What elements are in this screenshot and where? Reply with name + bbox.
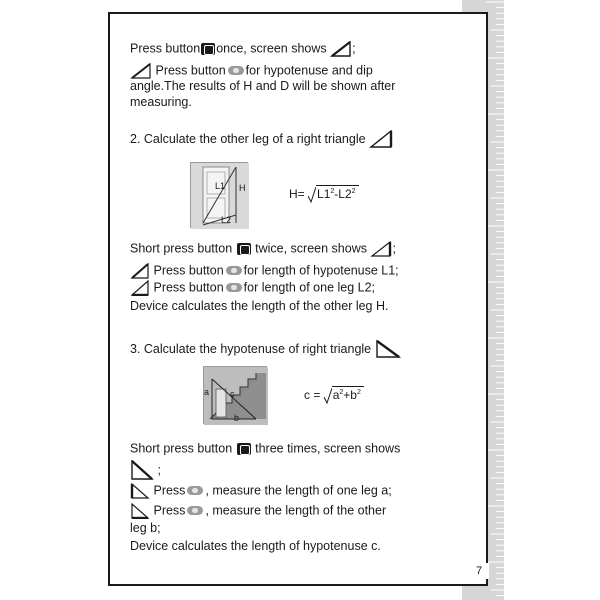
text-segment: Short press button — [130, 441, 233, 456]
leg-a-icon — [130, 483, 150, 499]
hypotenuse-calc-icon — [130, 460, 154, 480]
text-segment: , measure the length of one leg a; — [205, 483, 392, 498]
text-line-s2-4: Device calculates the length of the other leg H. — [130, 299, 389, 313]
door-photo — [190, 162, 248, 228]
formula-operator: - — [334, 187, 339, 202]
read-button-icon — [228, 66, 244, 75]
text-line-s2-1 — [130, 240, 396, 257]
text-segment: Press button — [155, 63, 226, 78]
measure-button-icon — [237, 243, 251, 255]
text-line-2 — [130, 62, 373, 79]
formula-term: a — [332, 388, 340, 403]
measure-button-icon — [201, 43, 215, 55]
hypotenuse-icon — [130, 263, 150, 279]
text-segment: Press — [153, 483, 186, 498]
text-segment: ; — [392, 241, 396, 256]
text-segment: three times, screen shows — [255, 441, 401, 456]
text-line-s3-5: leg b; — [130, 521, 161, 535]
text-line-s2-3 — [130, 279, 375, 296]
text-segment: twice, screen shows — [255, 241, 367, 256]
sqrt-body — [316, 185, 359, 201]
base-leg-icon — [130, 280, 150, 296]
text-segment: 2. Calculate the other leg of a right triangle — [130, 132, 366, 146]
label-l2: L2 — [221, 215, 232, 225]
label-h: H — [239, 183, 246, 193]
label-c: c — [230, 389, 235, 399]
read-button-icon — [187, 506, 203, 515]
text-segment: Press button — [130, 41, 201, 56]
formula-exponent: 2 — [330, 188, 335, 196]
text-line-s3-6: Device calculates the length of hypotenuse c. — [130, 539, 381, 553]
read-button-icon — [226, 266, 242, 275]
label-a: a — [204, 387, 210, 397]
sqrt-sign — [308, 186, 316, 204]
leg-mode-icon — [370, 241, 392, 257]
text-line-s3-4 — [130, 502, 386, 519]
formula-exponent: 2 — [351, 188, 356, 196]
text-segment: , measure the length of the other — [205, 503, 387, 518]
formula-leg — [289, 186, 359, 204]
formula-hypotenuse — [304, 387, 364, 405]
text-line-s3-3 — [130, 482, 392, 499]
leg-b-icon — [130, 503, 150, 519]
measure-button-icon — [237, 443, 251, 455]
text-line-1 — [130, 40, 356, 57]
read-button-icon — [187, 486, 203, 495]
text-segment: for length of one leg L2; — [243, 280, 376, 295]
read-button-icon — [226, 283, 242, 292]
formula-lhs: H= — [289, 187, 305, 202]
section-3-heading — [130, 340, 401, 358]
section-2-heading — [130, 130, 393, 148]
text-line-4: measuring. — [130, 95, 192, 109]
text-segment: 3. Calculate the hypotenuse of right triangle — [130, 342, 372, 356]
formula-exponent: 2 — [339, 389, 344, 397]
text-segment: for hypotenuse and dip — [245, 63, 373, 78]
text-line-s3-1 — [130, 440, 400, 457]
text-line-s2-2 — [130, 262, 399, 279]
formula-term: L1 — [317, 187, 331, 202]
hypotenuse-calc-icon — [375, 340, 401, 358]
leg-mode-icon — [369, 130, 393, 148]
text-segment: Short press button — [130, 241, 233, 256]
formula-term: b — [350, 388, 357, 403]
text-segment: for length of hypotenuse L1; — [243, 263, 399, 278]
text-segment: ; — [352, 41, 356, 56]
text-line-3: angle.The results of H and D will be shown after — [130, 79, 396, 93]
sqrt-body — [332, 386, 364, 402]
label-b: b — [234, 413, 240, 423]
formula-term: L2 — [338, 187, 352, 202]
formula-lhs: c = — [304, 388, 321, 403]
text-segment: Press — [153, 503, 186, 518]
hypotenuse-icon — [130, 63, 152, 79]
formula-operator: + — [343, 388, 351, 403]
page-number: 7 — [469, 563, 489, 579]
hypotenuse-mode-icon — [330, 41, 352, 57]
text-segment: ; — [157, 463, 161, 477]
text-line-s3-2 — [130, 460, 161, 480]
text-segment: once, screen shows — [216, 41, 327, 56]
text-segment: Press button — [153, 280, 224, 295]
text-segment: Press button — [153, 263, 224, 278]
formula-exponent: 2 — [356, 389, 361, 397]
label-l1: L1 — [215, 181, 226, 191]
sqrt-sign — [324, 387, 332, 405]
stairs-photo — [203, 366, 267, 424]
door-illustration — [191, 163, 249, 229]
